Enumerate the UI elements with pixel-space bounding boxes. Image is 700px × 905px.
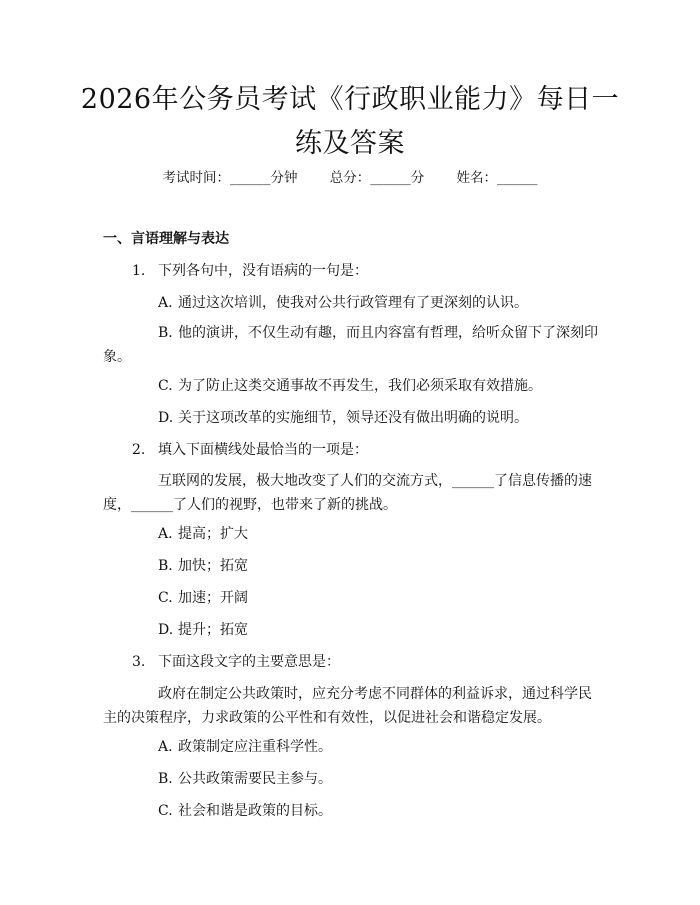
total-score-field: 总分：______分 [329, 170, 425, 186]
question-number: 1. [132, 263, 146, 279]
option-label: B. [158, 558, 173, 574]
option-label: B. [158, 771, 173, 787]
option-label: C. [158, 803, 173, 819]
option-text: 通过这次培训，使我对公共行政管理有了更深刻的认识。 [178, 295, 528, 311]
option-label: A. [158, 295, 173, 311]
section-heading: 一、言语理解与表达 [103, 231, 229, 247]
option-text: 提升；拓宽 [178, 622, 248, 638]
option-text: 加速；开阔 [178, 590, 248, 606]
q3-option-c [158, 801, 332, 821]
question-3 [132, 652, 340, 672]
q1-option-c [158, 376, 542, 396]
question-1 [132, 261, 368, 281]
option-label: A. [158, 526, 173, 542]
q2-option-c [158, 588, 248, 608]
question-2 [132, 440, 368, 460]
exam-meta-line [0, 168, 700, 188]
exam-time-field: 考试时间：______分钟 [162, 170, 298, 186]
option-label: D. [158, 410, 174, 426]
option-label: B. [158, 325, 173, 341]
q1-option-a [158, 293, 528, 313]
option-text: 提高；扩大 [178, 526, 248, 542]
q2-option-d [158, 620, 248, 640]
q3-option-a [158, 737, 332, 757]
question-stem: 填入下面横线处最恰当的一项是： [158, 442, 368, 458]
option-text: 加快；拓宽 [178, 558, 248, 574]
q1-option-b [103, 321, 598, 369]
document-title: 2026年公务员考试《行政职业能力》每日一练及答案 [80, 84, 620, 159]
option-label: C. [158, 378, 173, 394]
option-label: A. [158, 739, 173, 755]
option-text: 社会和谐是政策的目标。 [178, 803, 332, 819]
option-text: 为了防止这类交通事故不再发生，我们必须采取有效措施。 [178, 378, 542, 394]
option-text: 政策制定应注重科学性。 [178, 739, 332, 755]
q3-option-b [158, 769, 332, 789]
q2-passage: 互联网的发展，极大地改变了人们的交流方式，______了信息传播的速度，______了人们的视野，也带来了新的挑战。 [103, 473, 592, 513]
option-text: 公共政策需要民主参与。 [178, 771, 332, 787]
name-field: 姓名：______ [456, 170, 538, 186]
q1-option-d [158, 408, 528, 428]
option-text: 关于这项改革的实施细节，领导还没有做出明确的说明。 [178, 410, 528, 426]
question-stem: 下列各句中，没有语病的一句是： [158, 263, 368, 279]
question-number: 2. [132, 442, 146, 458]
question-stem: 下面这段文字的主要意思是： [158, 654, 340, 670]
q3-passage: 政府在制定公共政策时，应充分考虑不同群体的利益诉求，通过科学民主的决策程序，力求政策的公平性和有效性，以促进社会和谐稳定发展。 [103, 686, 592, 726]
q2-option-a [158, 524, 248, 544]
q2-option-b [158, 556, 248, 576]
option-label: C. [158, 590, 173, 606]
option-label: D. [158, 622, 174, 638]
option-text: 他的演讲，不仅生动有趣，而且内容富有哲理，给听众留下了深刻印象。 [103, 325, 598, 365]
question-number: 3. [132, 654, 146, 670]
